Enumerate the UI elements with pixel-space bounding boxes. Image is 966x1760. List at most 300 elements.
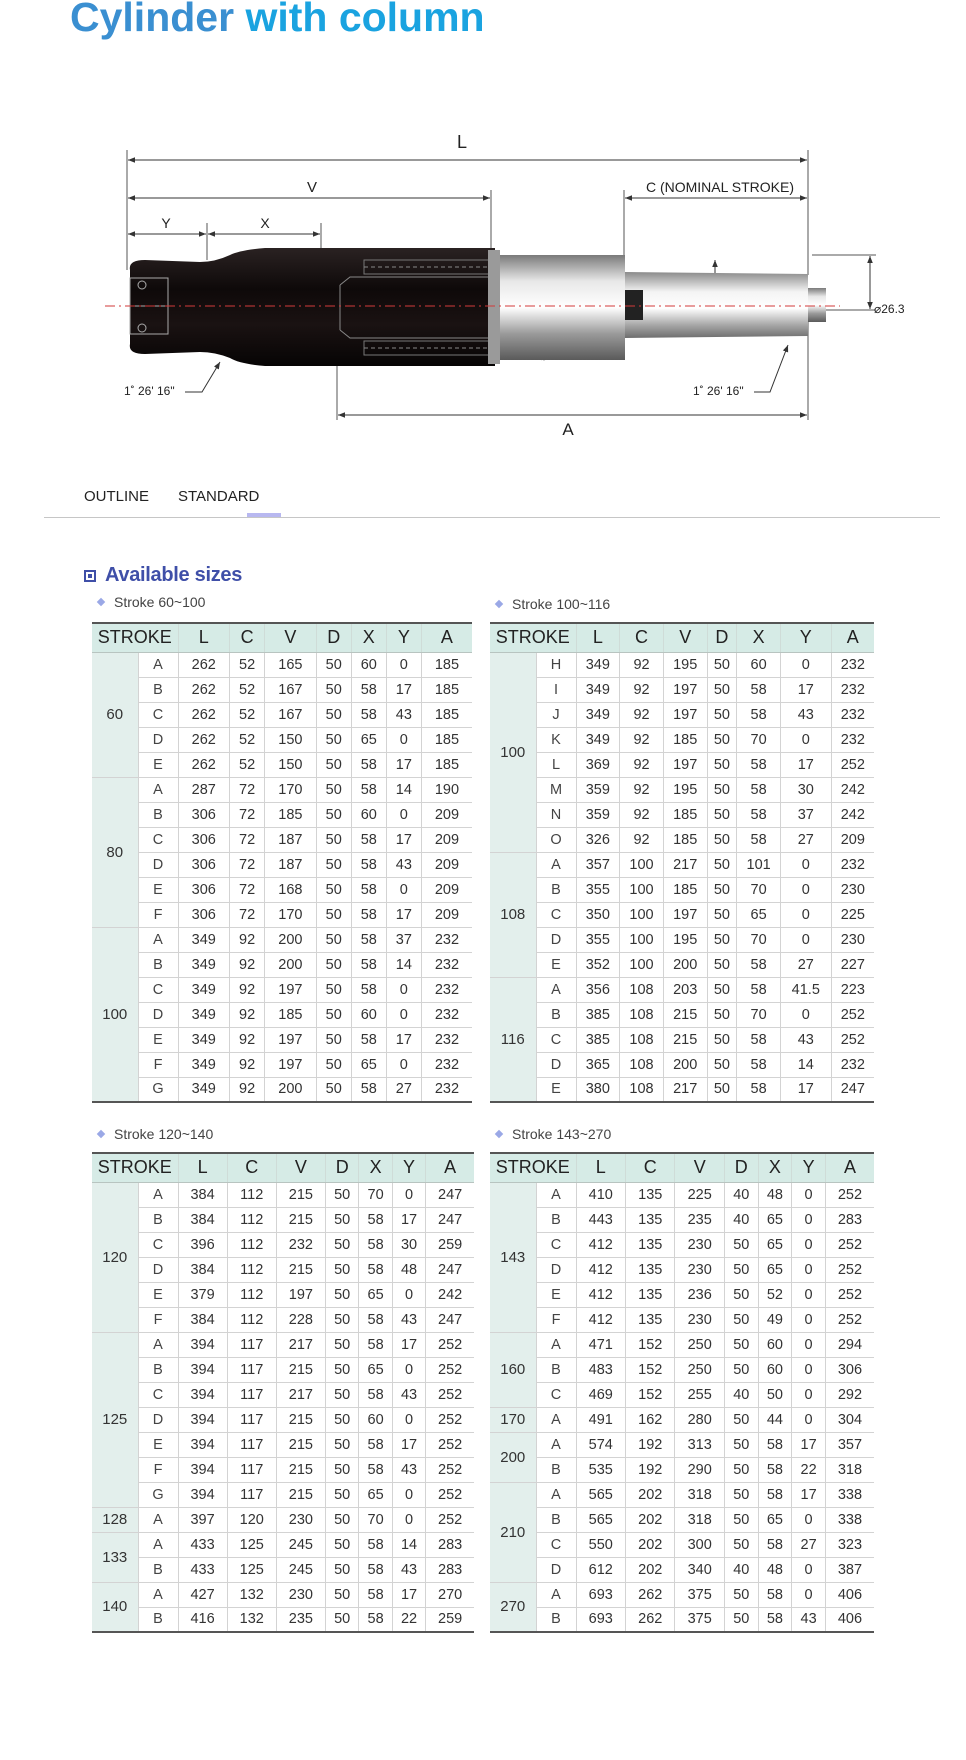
table-cell: 245 bbox=[276, 1532, 325, 1557]
table-cell: 58 bbox=[359, 1332, 392, 1357]
column-header: X bbox=[758, 1153, 792, 1182]
table-row bbox=[490, 777, 874, 802]
table-caption-text: Stroke 120~140 bbox=[114, 1126, 214, 1142]
table-cell: 192 bbox=[625, 1457, 674, 1482]
table-cell: 349 bbox=[178, 927, 230, 952]
table-cell: 252 bbox=[825, 1282, 874, 1307]
variant-letter-cell: A bbox=[536, 1182, 576, 1207]
table-cell: 230 bbox=[831, 877, 874, 902]
table-cell: 406 bbox=[825, 1607, 874, 1632]
table-cell: 135 bbox=[625, 1307, 674, 1332]
table-cell: 230 bbox=[675, 1307, 724, 1332]
table-cell: 52 bbox=[230, 727, 265, 752]
table-cell: 245 bbox=[276, 1557, 325, 1582]
variant-letter-cell: E bbox=[138, 1027, 178, 1052]
column-header: A bbox=[426, 1153, 474, 1182]
table-cell: 0 bbox=[386, 802, 421, 827]
variant-letter-cell: B bbox=[138, 1607, 178, 1632]
table-cell: 0 bbox=[386, 877, 421, 902]
table-cell: 58 bbox=[351, 677, 386, 702]
table-cell: 232 bbox=[421, 1027, 472, 1052]
table-cell: 58 bbox=[359, 1582, 392, 1607]
variant-letter-cell: F bbox=[138, 902, 178, 927]
variant-letter-cell: B bbox=[138, 802, 178, 827]
table-cell: 58 bbox=[758, 1432, 792, 1457]
table-row bbox=[92, 1507, 474, 1532]
tab-outline[interactable]: OUTLINE bbox=[84, 488, 150, 505]
table-cell: 197 bbox=[265, 1027, 317, 1052]
table-cell: 50 bbox=[316, 752, 351, 777]
table-cell: 50 bbox=[325, 1482, 358, 1507]
table-cell: 100 bbox=[620, 902, 664, 927]
table-cell: 58 bbox=[351, 952, 386, 977]
table-cell: 58 bbox=[758, 1582, 792, 1607]
table-cell: 58 bbox=[359, 1207, 392, 1232]
table-cell: 58 bbox=[359, 1532, 392, 1557]
table-cell: 306 bbox=[178, 902, 230, 927]
table-cell: 70 bbox=[737, 927, 781, 952]
table-cell: 43 bbox=[780, 1027, 831, 1052]
table-caption-text: Stroke 100~116 bbox=[512, 596, 611, 612]
table-cell: 50 bbox=[316, 827, 351, 852]
dim-label-V: V bbox=[306, 179, 318, 196]
table-cell: 0 bbox=[792, 1282, 826, 1307]
table-cell: 565 bbox=[576, 1482, 625, 1507]
table-cell: 232 bbox=[421, 977, 472, 1002]
table-cell: 50 bbox=[707, 802, 737, 827]
table-cell: 0 bbox=[386, 652, 421, 677]
variant-letter-cell: D bbox=[138, 727, 178, 752]
table-cell: 227 bbox=[831, 952, 874, 977]
column-header: V bbox=[276, 1153, 325, 1182]
table-cell: 280 bbox=[675, 1407, 724, 1432]
table-cell: 230 bbox=[675, 1232, 724, 1257]
table-cell: 318 bbox=[675, 1482, 724, 1507]
table-cell: 215 bbox=[276, 1457, 325, 1482]
variant-letter-cell: A bbox=[138, 1332, 178, 1357]
table-cell: 112 bbox=[227, 1182, 276, 1207]
table-cell: 252 bbox=[426, 1357, 474, 1382]
table-cell: 50 bbox=[325, 1582, 358, 1607]
diamond-bullet-icon bbox=[97, 1130, 105, 1138]
table-cell: 283 bbox=[426, 1557, 474, 1582]
table-cell: 37 bbox=[386, 927, 421, 952]
table-cell: 58 bbox=[737, 977, 781, 1002]
table-cell: 50 bbox=[707, 1052, 737, 1077]
table-cell: 0 bbox=[792, 1407, 826, 1432]
diamond-bullet-icon bbox=[495, 600, 503, 608]
table-row bbox=[490, 1077, 874, 1102]
column-header: STROKE bbox=[490, 623, 576, 652]
table-cell: 365 bbox=[576, 1052, 620, 1077]
table-cell: 22 bbox=[392, 1607, 425, 1632]
table-caption-text: Stroke 143~270 bbox=[512, 1126, 612, 1142]
variant-letter-cell: L bbox=[536, 752, 576, 777]
column-header: X bbox=[737, 623, 781, 652]
table-cell: 50 bbox=[325, 1507, 358, 1532]
variant-letter-cell: D bbox=[536, 1557, 576, 1582]
table-cell: 232 bbox=[421, 1002, 472, 1027]
stroke-group-cell: 116 bbox=[490, 977, 536, 1102]
table-cell: 232 bbox=[421, 927, 472, 952]
table-cell: 384 bbox=[178, 1182, 227, 1207]
table-cell: 355 bbox=[576, 927, 620, 952]
table-cell: 50 bbox=[724, 1507, 758, 1532]
table-cell: 0 bbox=[780, 927, 831, 952]
table-cell: 50 bbox=[707, 927, 737, 952]
table-row bbox=[92, 1482, 474, 1507]
table-cell: 50 bbox=[724, 1257, 758, 1282]
stroke-group-cell: 210 bbox=[490, 1482, 536, 1582]
variant-letter-cell: C bbox=[536, 902, 576, 927]
variant-letter-cell: A bbox=[138, 1582, 178, 1607]
table-row bbox=[92, 1382, 474, 1407]
table-cell: 40 bbox=[724, 1207, 758, 1232]
stroke-group-cell: 143 bbox=[490, 1182, 536, 1332]
table-row bbox=[92, 827, 472, 852]
table-row bbox=[490, 1052, 874, 1077]
table-cell: 252 bbox=[426, 1507, 474, 1532]
table-cell: 50 bbox=[325, 1382, 358, 1407]
table-cell: 100 bbox=[620, 877, 664, 902]
table-cell: 17 bbox=[386, 677, 421, 702]
table-cell: 50 bbox=[325, 1607, 358, 1632]
table-cell: 693 bbox=[576, 1582, 625, 1607]
stroke-group-cell: 108 bbox=[490, 852, 536, 977]
table-cell: 349 bbox=[576, 727, 620, 752]
table-cell: 232 bbox=[421, 1052, 472, 1077]
table-cell: 0 bbox=[780, 1002, 831, 1027]
table-cell: 385 bbox=[576, 1027, 620, 1052]
column-header: STROKE bbox=[92, 1153, 178, 1182]
table-cell: 72 bbox=[230, 877, 265, 902]
table-block-2 bbox=[490, 592, 874, 1103]
table-cell: 37 bbox=[780, 802, 831, 827]
column-header: STROKE bbox=[92, 623, 178, 652]
table-cell: 185 bbox=[421, 677, 472, 702]
table-header-row bbox=[490, 1153, 874, 1182]
variant-letter-cell: D bbox=[138, 1002, 178, 1027]
table-cell: 300 bbox=[675, 1532, 724, 1557]
table-cell: 202 bbox=[625, 1557, 674, 1582]
table-cell: 92 bbox=[230, 927, 265, 952]
variant-letter-cell: B bbox=[536, 1507, 576, 1532]
table-cell: 108 bbox=[620, 1052, 664, 1077]
table-cell: 50 bbox=[325, 1357, 358, 1382]
variant-letter-cell: E bbox=[138, 1282, 178, 1307]
table-cell: 30 bbox=[392, 1232, 425, 1257]
table-row bbox=[490, 1027, 874, 1052]
table-cell: 209 bbox=[421, 852, 472, 877]
table-cell: 117 bbox=[227, 1432, 276, 1457]
diamond-bullet-icon bbox=[97, 598, 105, 606]
table-cell: 252 bbox=[825, 1307, 874, 1332]
table-cell: 112 bbox=[227, 1232, 276, 1257]
variant-letter-cell: F bbox=[138, 1457, 178, 1482]
table-cell: 17 bbox=[792, 1482, 826, 1507]
table-cell: 50 bbox=[707, 902, 737, 927]
table-cell: 52 bbox=[230, 702, 265, 727]
table-row bbox=[92, 1582, 474, 1607]
table-cell: 170 bbox=[265, 902, 317, 927]
table-cell: 0 bbox=[386, 1052, 421, 1077]
table-cell: 50 bbox=[316, 702, 351, 727]
table-cell: 406 bbox=[825, 1582, 874, 1607]
table-cell: 185 bbox=[663, 827, 707, 852]
table-cell: 0 bbox=[780, 652, 831, 677]
table-row bbox=[92, 802, 472, 827]
table-cell: 294 bbox=[825, 1332, 874, 1357]
table-cell: 50 bbox=[724, 1407, 758, 1432]
table-cell: 262 bbox=[178, 752, 230, 777]
table-cell: 394 bbox=[178, 1357, 227, 1382]
table-cell: 202 bbox=[625, 1532, 674, 1557]
table-cell: 203 bbox=[663, 977, 707, 1002]
table-cell: 58 bbox=[737, 777, 781, 802]
table-cell: 443 bbox=[576, 1207, 625, 1232]
table-cell: 108 bbox=[620, 1077, 664, 1102]
table-cell: 469 bbox=[576, 1382, 625, 1407]
table-cell: 92 bbox=[230, 1077, 265, 1102]
table-cell: 323 bbox=[825, 1532, 874, 1557]
table-cell: 150 bbox=[265, 727, 317, 752]
table-row bbox=[490, 677, 874, 702]
table-cell: 0 bbox=[780, 902, 831, 927]
table-row bbox=[92, 1002, 472, 1027]
table-cell: 50 bbox=[325, 1332, 358, 1357]
table-cell: 14 bbox=[392, 1532, 425, 1557]
column-header: Y bbox=[792, 1153, 826, 1182]
table-cell: 50 bbox=[707, 777, 737, 802]
table-cell: 0 bbox=[780, 877, 831, 902]
variant-letter-cell: E bbox=[536, 1077, 576, 1102]
table-cell: 50 bbox=[724, 1282, 758, 1307]
table-cell: 394 bbox=[178, 1432, 227, 1457]
column-header: A bbox=[825, 1153, 874, 1182]
table-cell: 202 bbox=[625, 1507, 674, 1532]
table-cell: 125 bbox=[227, 1532, 276, 1557]
table-cell: 50 bbox=[707, 1077, 737, 1102]
table-cell: 50 bbox=[707, 727, 737, 752]
table-cell: 185 bbox=[421, 752, 472, 777]
table-cell: 252 bbox=[825, 1257, 874, 1282]
table-cell: 50 bbox=[316, 802, 351, 827]
table-cell: 72 bbox=[230, 802, 265, 827]
table-cell: 197 bbox=[663, 702, 707, 727]
table-cell: 394 bbox=[178, 1482, 227, 1507]
table-cell: 50 bbox=[325, 1457, 358, 1482]
table-cell: 50 bbox=[724, 1307, 758, 1332]
stroke-group-cell: 60 bbox=[92, 652, 138, 777]
table-cell: 394 bbox=[178, 1457, 227, 1482]
table-cell: 326 bbox=[576, 827, 620, 852]
table-cell: 50 bbox=[316, 652, 351, 677]
table-cell: 50 bbox=[316, 1027, 351, 1052]
table-cell: 283 bbox=[426, 1532, 474, 1557]
column-header: L bbox=[178, 623, 230, 652]
table-cell: 574 bbox=[576, 1432, 625, 1457]
table-cell: 0 bbox=[792, 1307, 826, 1332]
table-cell: 27 bbox=[780, 952, 831, 977]
table-cell: 185 bbox=[421, 727, 472, 752]
table-cell: 70 bbox=[737, 727, 781, 752]
column-header: Y bbox=[392, 1153, 425, 1182]
table-row bbox=[92, 1357, 474, 1382]
table-cell: 60 bbox=[758, 1332, 792, 1357]
table-cell: 165 bbox=[265, 652, 317, 677]
table-cell: 230 bbox=[276, 1582, 325, 1607]
table-cell: 0 bbox=[392, 1507, 425, 1532]
table-cell: 349 bbox=[178, 952, 230, 977]
table-cell: 50 bbox=[325, 1307, 358, 1332]
table-cell: 60 bbox=[359, 1407, 392, 1432]
variant-letter-cell: C bbox=[138, 1382, 178, 1407]
table-cell: 292 bbox=[825, 1382, 874, 1407]
table-cell: 306 bbox=[825, 1357, 874, 1382]
table-row bbox=[490, 1357, 874, 1382]
table-row bbox=[490, 1407, 874, 1432]
size-table bbox=[92, 622, 472, 1103]
variant-letter-cell: D bbox=[138, 852, 178, 877]
dim-label-L: L bbox=[456, 132, 468, 152]
tab-standard[interactable]: STANDARD bbox=[178, 488, 260, 505]
table-cell: 232 bbox=[831, 852, 874, 877]
table-cell: 0 bbox=[392, 1482, 425, 1507]
variant-letter-cell: C bbox=[536, 1532, 576, 1557]
table-cell: 92 bbox=[620, 652, 664, 677]
table-cell: 379 bbox=[178, 1282, 227, 1307]
table-cell: 304 bbox=[825, 1407, 874, 1432]
table-cell: 52 bbox=[230, 752, 265, 777]
table-cell: 185 bbox=[421, 702, 472, 727]
table-cell: 50 bbox=[724, 1582, 758, 1607]
table-cell: 215 bbox=[276, 1357, 325, 1382]
variant-letter-cell: A bbox=[536, 1332, 576, 1357]
table-cell: 50 bbox=[724, 1482, 758, 1507]
table-cell: 50 bbox=[325, 1207, 358, 1232]
table-cell: 125 bbox=[227, 1557, 276, 1582]
table-cell: 17 bbox=[792, 1432, 826, 1457]
table-cell: 384 bbox=[178, 1207, 227, 1232]
table-cell: 50 bbox=[724, 1457, 758, 1482]
table-cell: 58 bbox=[351, 877, 386, 902]
table-row bbox=[92, 1407, 474, 1432]
table-cell: 50 bbox=[707, 752, 737, 777]
table-cell: 43 bbox=[780, 702, 831, 727]
table-cell: 52 bbox=[230, 677, 265, 702]
variant-letter-cell: C bbox=[536, 1232, 576, 1257]
table-cell: 369 bbox=[576, 752, 620, 777]
table-cell: 92 bbox=[620, 727, 664, 752]
table-cell: 491 bbox=[576, 1407, 625, 1432]
column-header: D bbox=[316, 623, 351, 652]
column-header: D bbox=[325, 1153, 358, 1182]
table-row bbox=[490, 1432, 874, 1457]
table-cell: 252 bbox=[426, 1482, 474, 1507]
table-cell: 58 bbox=[737, 827, 781, 852]
table-cell: 252 bbox=[825, 1232, 874, 1257]
table-row bbox=[490, 877, 874, 902]
variant-letter-cell: B bbox=[536, 1457, 576, 1482]
stroke-group-cell: 200 bbox=[490, 1432, 536, 1482]
table-cell: 259 bbox=[426, 1607, 474, 1632]
table-cell: 209 bbox=[421, 877, 472, 902]
table-cell: 250 bbox=[675, 1332, 724, 1357]
table-row bbox=[92, 1432, 474, 1457]
table-cell: 215 bbox=[663, 1027, 707, 1052]
table-cell: 433 bbox=[178, 1532, 227, 1557]
table-cell: 349 bbox=[576, 677, 620, 702]
table-row bbox=[92, 927, 472, 952]
table-cell: 58 bbox=[359, 1232, 392, 1257]
table-cell: 394 bbox=[178, 1332, 227, 1357]
table-cell: 209 bbox=[831, 827, 874, 852]
table-cell: 217 bbox=[276, 1382, 325, 1407]
table-cell: 349 bbox=[576, 652, 620, 677]
table-row bbox=[490, 1382, 874, 1407]
table-cell: 0 bbox=[792, 1182, 826, 1207]
column-header: Y bbox=[780, 623, 831, 652]
table-cell: 225 bbox=[831, 902, 874, 927]
table-cell: 387 bbox=[825, 1557, 874, 1582]
table-cell: 117 bbox=[227, 1482, 276, 1507]
table-cell: 50 bbox=[325, 1282, 358, 1307]
table-cell: 50 bbox=[316, 977, 351, 1002]
table-cell: 550 bbox=[576, 1532, 625, 1557]
variant-letter-cell: B bbox=[536, 1207, 576, 1232]
view-tabs bbox=[44, 488, 940, 518]
table-cell: 58 bbox=[737, 802, 781, 827]
table-row bbox=[490, 1507, 874, 1532]
table-cell: 108 bbox=[620, 1027, 664, 1052]
stroke-group-cell: 120 bbox=[92, 1182, 138, 1332]
table-row bbox=[92, 1257, 474, 1282]
table-cell: 112 bbox=[227, 1207, 276, 1232]
variant-letter-cell: C bbox=[536, 1027, 576, 1052]
table-cell: 262 bbox=[178, 702, 230, 727]
table-cell: 65 bbox=[351, 727, 386, 752]
table-cell: 168 bbox=[265, 877, 317, 902]
variant-letter-cell: A bbox=[138, 652, 178, 677]
size-table bbox=[490, 1152, 874, 1633]
table-cell: 72 bbox=[230, 827, 265, 852]
table-row bbox=[490, 977, 874, 1002]
table-cell: 14 bbox=[386, 777, 421, 802]
variant-letter-cell: B bbox=[138, 1557, 178, 1582]
table-cell: 48 bbox=[392, 1257, 425, 1282]
table-cell: 40 bbox=[724, 1182, 758, 1207]
table-cell: 318 bbox=[675, 1507, 724, 1532]
table-cell: 50 bbox=[316, 1077, 351, 1102]
table-row bbox=[92, 1182, 474, 1207]
column-header: L bbox=[178, 1153, 227, 1182]
table-cell: 349 bbox=[178, 1077, 230, 1102]
table-cell: 100 bbox=[620, 927, 664, 952]
stroke-group-cell: 170 bbox=[490, 1407, 536, 1432]
table-cell: 262 bbox=[178, 652, 230, 677]
column-header: L bbox=[576, 623, 620, 652]
table-caption bbox=[92, 590, 472, 614]
table-cell: 410 bbox=[576, 1182, 625, 1207]
table-row bbox=[92, 902, 472, 927]
column-header: C bbox=[625, 1153, 674, 1182]
table-cell: 58 bbox=[359, 1257, 392, 1282]
table-cell: 44 bbox=[758, 1407, 792, 1432]
table-cell: 306 bbox=[178, 877, 230, 902]
variant-letter-cell: E bbox=[138, 752, 178, 777]
table-cell: 58 bbox=[351, 1027, 386, 1052]
column-header: A bbox=[421, 623, 472, 652]
